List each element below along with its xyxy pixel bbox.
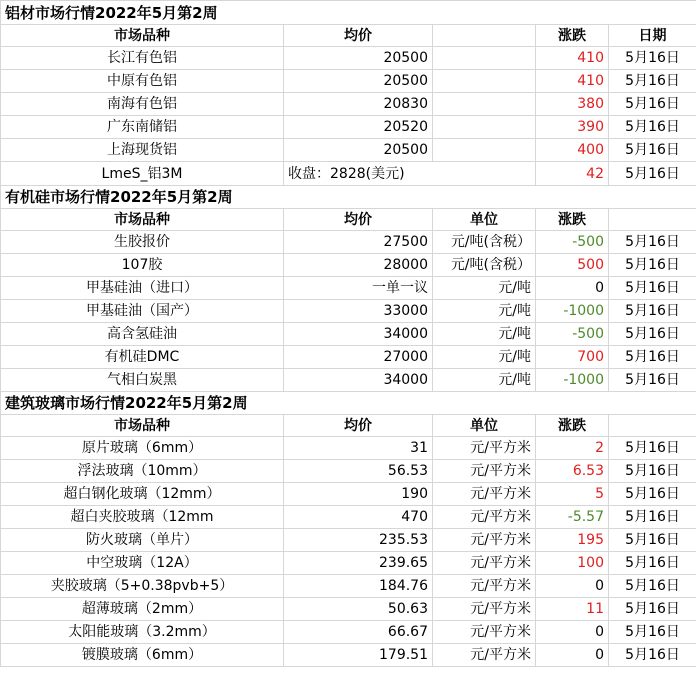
item-unit[interactable]: 元/平方米 xyxy=(433,529,536,552)
item-change[interactable]: 195 xyxy=(536,529,609,552)
item-change[interactable]: 410 xyxy=(536,47,609,70)
empty-cell[interactable] xyxy=(433,70,536,93)
header-change[interactable]: 涨跌 xyxy=(536,25,609,47)
aluminum-row xyxy=(1,93,696,116)
item-change[interactable]: 100 xyxy=(536,552,609,575)
item-change[interactable]: 0 xyxy=(536,644,609,667)
silicone-row xyxy=(1,346,696,369)
item-date[interactable]: 5月16日 xyxy=(609,369,696,392)
header-empty[interactable] xyxy=(433,25,536,47)
item-date[interactable]: 5月16日 xyxy=(609,323,696,346)
glass-row xyxy=(1,460,696,483)
header-price[interactable]: 均价 xyxy=(284,415,433,437)
item-unit[interactable]: 元/平方米 xyxy=(433,552,536,575)
item-date[interactable]: 5月16日 xyxy=(609,346,696,369)
item-unit[interactable]: 元/吨 xyxy=(433,369,536,392)
aluminum-row xyxy=(1,47,696,70)
aluminum-row xyxy=(1,139,696,162)
item-unit[interactable]: 元/吨 xyxy=(433,300,536,323)
silicone-row xyxy=(1,323,696,346)
glass-row xyxy=(1,575,696,598)
item-unit[interactable]: 元/平方米 xyxy=(433,460,536,483)
silicone-row xyxy=(1,231,696,254)
item-name[interactable]: 太阳能玻璃（3.2mm） xyxy=(1,621,284,644)
item-name[interactable]: 防火玻璃（单片） xyxy=(1,529,284,552)
item-date[interactable]: 5月16日 xyxy=(609,300,696,323)
item-date[interactable]: 5月16日 xyxy=(609,621,696,644)
item-name[interactable]: 浮法玻璃（10mm） xyxy=(1,460,284,483)
header-item[interactable]: 市场品种 xyxy=(1,25,284,47)
glass-row xyxy=(1,644,696,667)
item-change[interactable]: 400 xyxy=(536,139,609,162)
item-name[interactable]: 超白钢化玻璃（12mm） xyxy=(1,483,284,506)
item-date[interactable]: 5月16日 xyxy=(609,254,696,277)
item-unit[interactable]: 元/平方米 xyxy=(433,598,536,621)
glass-title-row xyxy=(1,392,696,415)
item-price[interactable]: 20830 xyxy=(284,93,433,116)
item-change[interactable]: -1000 xyxy=(536,300,609,323)
item-name[interactable]: 生胶报价 xyxy=(1,231,284,254)
item-name[interactable]: 上海现货铝 xyxy=(1,139,284,162)
item-unit[interactable]: 元/平方米 xyxy=(433,621,536,644)
item-price[interactable]: 20500 xyxy=(284,70,433,93)
item-change[interactable]: 2 xyxy=(536,437,609,460)
item-name[interactable]: 夹胶玻璃（5+0.38pvb+5） xyxy=(1,575,284,598)
item-change[interactable]: -1000 xyxy=(536,369,609,392)
item-unit[interactable]: 元/平方米 xyxy=(433,506,536,529)
item-date[interactable]: 5月16日 xyxy=(609,575,696,598)
item-change[interactable]: 6.53 xyxy=(536,460,609,483)
item-price[interactable]: 28000 xyxy=(284,254,433,277)
header-empty[interactable] xyxy=(609,415,696,437)
item-name[interactable]: 镀膜玻璃（6mm） xyxy=(1,644,284,667)
item-name[interactable]: 原片玻璃（6mm） xyxy=(1,437,284,460)
header-date[interactable]: 日期 xyxy=(609,25,696,47)
item-change[interactable]: 5 xyxy=(536,483,609,506)
header-price[interactable]: 均价 xyxy=(284,209,433,231)
header-change[interactable]: 涨跌 xyxy=(536,415,609,437)
item-price[interactable]: 20520 xyxy=(284,116,433,139)
item-date[interactable]: 5月16日 xyxy=(609,644,696,667)
item-date[interactable]: 5月16日 xyxy=(609,460,696,483)
item-unit[interactable]: 元/吨 xyxy=(433,346,536,369)
item-change[interactable]: 0 xyxy=(536,277,609,300)
lme-date[interactable]: 5月16日 xyxy=(609,162,696,186)
item-name[interactable]: 甲基硅油（国产） xyxy=(1,300,284,323)
item-name[interactable]: 甲基硅油（进口） xyxy=(1,277,284,300)
item-unit[interactable]: 元/平方米 xyxy=(433,575,536,598)
item-date[interactable]: 5月16日 xyxy=(609,552,696,575)
item-unit[interactable]: 元/平方米 xyxy=(433,437,536,460)
aluminum-section-title: 铝材市场行情2022年5月第2周 xyxy=(1,1,696,25)
glass-section-title: 建筑玻璃市场行情2022年5月第2周 xyxy=(1,392,696,415)
item-change[interactable]: 380 xyxy=(536,93,609,116)
item-price[interactable]: 66.67 xyxy=(284,621,433,644)
item-name[interactable]: 中空玻璃（12A） xyxy=(1,552,284,575)
item-date[interactable]: 5月16日 xyxy=(609,116,696,139)
item-unit[interactable]: 元/平方米 xyxy=(433,483,536,506)
item-date[interactable]: 5月16日 xyxy=(609,70,696,93)
header-unit[interactable]: 单位 xyxy=(433,415,536,437)
glass-row xyxy=(1,621,696,644)
item-date[interactable]: 5月16日 xyxy=(609,506,696,529)
item-date[interactable]: 5月16日 xyxy=(609,437,696,460)
item-price[interactable]: 34000 xyxy=(284,369,433,392)
lme-row xyxy=(1,162,696,186)
silicone-row xyxy=(1,300,696,323)
item-unit[interactable]: 元/平方米 xyxy=(433,644,536,667)
item-change[interactable]: 11 xyxy=(536,598,609,621)
item-date[interactable]: 5月16日 xyxy=(609,598,696,621)
header-price[interactable]: 均价 xyxy=(284,25,433,47)
silicone-row xyxy=(1,254,696,277)
item-unit[interactable]: 元/吨(含税） xyxy=(433,254,536,277)
item-date[interactable]: 5月16日 xyxy=(609,529,696,552)
item-name[interactable]: 广东南储铝 xyxy=(1,116,284,139)
aluminum-title-row xyxy=(1,1,696,25)
item-change[interactable]: -500 xyxy=(536,231,609,254)
lme-close[interactable]: 收盘：2828(美元) xyxy=(284,162,536,186)
header-item[interactable]: 市场品种 xyxy=(1,209,284,231)
item-price[interactable]: 31 xyxy=(284,437,433,460)
empty-cell[interactable] xyxy=(433,93,536,116)
item-price[interactable]: 179.51 xyxy=(284,644,433,667)
item-price[interactable]: 27500 xyxy=(284,231,433,254)
item-change[interactable]: 390 xyxy=(536,116,609,139)
item-change[interactable]: 410 xyxy=(536,70,609,93)
silicone-title-row xyxy=(1,186,696,209)
header-change[interactable]: 涨跌 xyxy=(536,209,609,231)
item-name[interactable]: 107胶 xyxy=(1,254,284,277)
item-name[interactable]: 超白夹胶玻璃（12mm xyxy=(1,506,284,529)
silicone-row xyxy=(1,277,696,300)
item-change[interactable]: 700 xyxy=(536,346,609,369)
empty-cell[interactable] xyxy=(433,47,536,70)
item-date[interactable]: 5月16日 xyxy=(609,47,696,70)
lme-change[interactable]: 42 xyxy=(536,162,609,186)
glass-row xyxy=(1,529,696,552)
item-name[interactable]: 高含氢硅油 xyxy=(1,323,284,346)
item-change[interactable]: 500 xyxy=(536,254,609,277)
item-name[interactable]: 有机硅DMC xyxy=(1,346,284,369)
item-name[interactable]: 气相白炭黑 xyxy=(1,369,284,392)
glass-header-row xyxy=(1,415,696,437)
item-price[interactable]: 20500 xyxy=(284,139,433,162)
item-price[interactable]: 470 xyxy=(284,506,433,529)
aluminum-header-row xyxy=(1,25,696,47)
item-date[interactable]: 5月16日 xyxy=(609,231,696,254)
item-price[interactable]: 50.63 xyxy=(284,598,433,621)
silicone-row xyxy=(1,369,696,392)
glass-row xyxy=(1,483,696,506)
item-name[interactable]: 中原有色铝 xyxy=(1,70,284,93)
header-empty[interactable] xyxy=(609,209,696,231)
item-unit[interactable]: 元/吨 xyxy=(433,323,536,346)
item-change[interactable]: 0 xyxy=(536,621,609,644)
empty-cell[interactable] xyxy=(433,139,536,162)
glass-row xyxy=(1,552,696,575)
item-price[interactable]: 239.65 xyxy=(284,552,433,575)
aluminum-row xyxy=(1,70,696,93)
item-date[interactable]: 5月16日 xyxy=(609,483,696,506)
item-name[interactable]: 超薄玻璃（2mm） xyxy=(1,598,284,621)
item-unit[interactable]: 元/吨 xyxy=(433,277,536,300)
empty-cell[interactable] xyxy=(433,116,536,139)
item-price[interactable]: 20500 xyxy=(284,47,433,70)
item-date[interactable]: 5月16日 xyxy=(609,93,696,116)
item-price[interactable]: 56.53 xyxy=(284,460,433,483)
header-unit[interactable]: 单位 xyxy=(433,209,536,231)
item-price[interactable]: 27000 xyxy=(284,346,433,369)
item-date[interactable]: 5月16日 xyxy=(609,277,696,300)
item-change[interactable]: -5.57 xyxy=(536,506,609,529)
aluminum-row xyxy=(1,116,696,139)
header-item[interactable]: 市场品种 xyxy=(1,415,284,437)
glass-row xyxy=(1,437,696,460)
glass-row xyxy=(1,506,696,529)
item-price[interactable]: 235.53 xyxy=(284,529,433,552)
item-price[interactable]: 33000 xyxy=(284,300,433,323)
item-unit[interactable]: 元/吨(含税） xyxy=(433,231,536,254)
item-date[interactable]: 5月16日 xyxy=(609,139,696,162)
item-name[interactable]: 南海有色铝 xyxy=(1,93,284,116)
item-change[interactable]: -500 xyxy=(536,323,609,346)
item-change[interactable]: 0 xyxy=(536,575,609,598)
lme-name[interactable]: LmeS_铝3M xyxy=(1,162,284,186)
silicone-section-title: 有机硅市场行情2022年5月第2周 xyxy=(1,186,696,209)
item-price[interactable]: 190 xyxy=(284,483,433,506)
item-price[interactable]: 184.76 xyxy=(284,575,433,598)
silicone-header-row xyxy=(1,209,696,231)
item-name[interactable]: 长江有色铝 xyxy=(1,47,284,70)
item-price[interactable]: 一单一议 xyxy=(284,277,433,300)
glass-row xyxy=(1,598,696,621)
item-price[interactable]: 34000 xyxy=(284,323,433,346)
